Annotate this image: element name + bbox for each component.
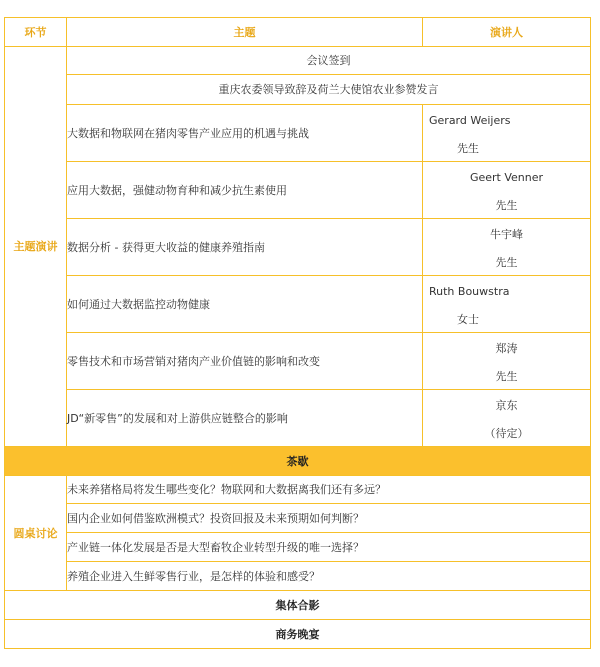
roundtable-row — [5, 533, 591, 562]
speaker-title: 先生 — [495, 199, 518, 212]
speaker-title: 先生 — [457, 142, 479, 155]
talk-topic: 应用大数据，强健动物育种和减少抗生素使用 — [67, 162, 423, 219]
roundtable-question: 养殖企业进入生鲜零售行业，是怎样的体验和感受？ — [67, 562, 591, 591]
talk-topic: 如何通过大数据监控动物健康 — [67, 276, 423, 333]
talk-row — [5, 105, 591, 162]
keynote-phase-label: 主题演讲 — [5, 47, 67, 447]
business-dinner-cell: 商务晚宴 — [5, 620, 591, 649]
header-speaker: 演讲人 — [423, 18, 591, 47]
talk-speaker-cell — [423, 162, 591, 219]
speaker-name: Gerard Weijers — [429, 114, 511, 127]
roundtable-row — [5, 562, 591, 591]
speaker-name: Ruth Bouwstra — [429, 285, 510, 298]
talk-speaker-cell — [423, 105, 591, 162]
talk-row — [5, 333, 591, 390]
speaker-name: 郑涛 — [495, 342, 518, 355]
speaker-name: 牛宇峰 — [490, 228, 523, 241]
keynote-checkin-row — [5, 47, 591, 75]
talk-speaker-cell — [423, 390, 591, 447]
checkin-cell: 会议签到 — [67, 47, 591, 75]
keynote-opening-row — [5, 75, 591, 105]
talk-speaker-cell — [423, 276, 591, 333]
tea-break-cell: 茶歇 — [5, 447, 591, 476]
header-row — [5, 18, 591, 47]
speaker-title: 先生 — [495, 370, 518, 383]
talk-topic: 大数据和物联网在猪肉零售产业应用的机遇与挑战 — [67, 105, 423, 162]
speaker-name: 京东 — [495, 399, 518, 412]
roundtable-row — [5, 504, 591, 533]
talk-speaker-cell — [423, 333, 591, 390]
group-photo-row — [5, 591, 591, 620]
talk-speaker-cell — [423, 219, 591, 276]
talk-topic: 数据分析 - 获得更大收益的健康养殖指南 — [67, 219, 423, 276]
speaker-name: Geert Venner — [469, 171, 544, 184]
business-dinner-row — [5, 620, 591, 649]
talk-row — [5, 162, 591, 219]
agenda-table — [4, 17, 591, 649]
speaker-title: 女士 — [457, 313, 479, 326]
roundtable-question: 产业链一体化发展是否是大型畜牧企业转型升级的唯一选择？ — [67, 533, 591, 562]
talk-topic: 零售技术和市场营销对猪肉产业价值链的影响和改变 — [67, 333, 423, 390]
header-topic: 主题 — [67, 18, 423, 47]
speaker-title: （待定） — [484, 427, 529, 440]
header-phase: 环节 — [5, 18, 67, 47]
speaker-title: 先生 — [495, 256, 518, 269]
talk-topic: JD“新零售”的发展和对上游供应链整合的影响 — [67, 390, 423, 447]
roundtable-phase-label: 圆桌讨论 — [5, 476, 67, 591]
group-photo-cell: 集体合影 — [5, 591, 591, 620]
talk-row — [5, 276, 591, 333]
talk-row — [5, 390, 591, 447]
opening-cell: 重庆农委领导致辞及荷兰大使馆农业参赞发言 — [67, 75, 591, 105]
talk-row — [5, 219, 591, 276]
roundtable-question: 国内企业如何借鉴欧洲模式？投资回报及未来预期如何判断？ — [67, 504, 591, 533]
roundtable-row — [5, 476, 591, 504]
tea-break-row — [5, 447, 591, 476]
roundtable-question: 未来养猪格局将发生哪些变化？物联网和大数据离我们还有多远？ — [67, 476, 591, 504]
